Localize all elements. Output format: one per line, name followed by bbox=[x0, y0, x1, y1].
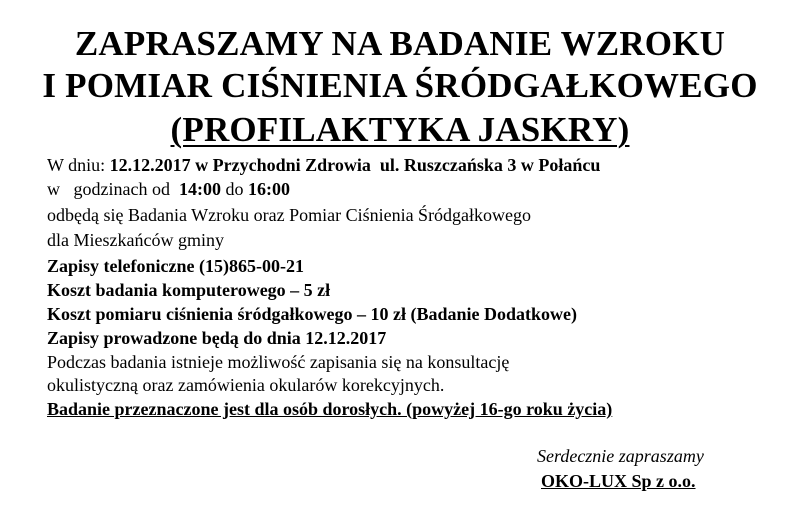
heading-line-3: (PROFILAKTYKA JASKRY) bbox=[170, 110, 630, 149]
date-location-line bbox=[47, 154, 600, 176]
consult-line-1: Podczas badania istnieje możliwość zapisania się na konsultację bbox=[47, 352, 510, 372]
hours-from: 14:00 bbox=[178, 179, 221, 199]
date-value: 12.12.2017 w Przychodni Zdrowia bbox=[109, 155, 371, 175]
phone-line: Zapisy telefoniczne (15)865-00-21 bbox=[47, 256, 304, 276]
hours-prefix: w godzinach od bbox=[47, 179, 179, 199]
registration-deadline-line: Zapisy prowadzone będą do dnia 12.12.2017 bbox=[47, 328, 387, 348]
exams-line: odbędą się Badania Wzroku oraz Pomiar Ciśnienia Śródgałkowego bbox=[47, 205, 532, 225]
date-prefix: W dniu: bbox=[47, 155, 110, 175]
cost-computer-line: Koszt badania komputerowego – 5 zł bbox=[47, 280, 331, 300]
hours-to: 16:00 bbox=[247, 179, 290, 199]
residents-line: dla Mieszkańców gminy bbox=[47, 230, 224, 250]
signature-greeting: Serdecznie zapraszamy bbox=[537, 446, 704, 466]
adults-only-line: Badanie przeznaczone jest dla osób dorosłych. (powyżej 16-go roku życia) bbox=[47, 399, 613, 419]
signature-company: OKO-LUX Sp z o.o. bbox=[541, 471, 696, 491]
address: ul. Ruszczańska 3 w Połańcu bbox=[370, 155, 601, 175]
hours-line bbox=[47, 178, 290, 200]
cost-pressure-line: Koszt pomiaru ciśnienia śródgałkowego – 10 zł (Badanie Dodatkowe) bbox=[47, 304, 578, 324]
consult-line-2: okulistyczną oraz zamówienia okularów korekcyjnych. bbox=[47, 375, 445, 395]
heading-line-1: ZAPRASZAMY NA BADANIE WZROKU bbox=[74, 24, 726, 63]
hours-mid: do bbox=[220, 179, 248, 199]
heading-line-2: I POMIAR CIŚNIENIA ŚRÓDGAŁKOWEGO bbox=[42, 66, 758, 105]
